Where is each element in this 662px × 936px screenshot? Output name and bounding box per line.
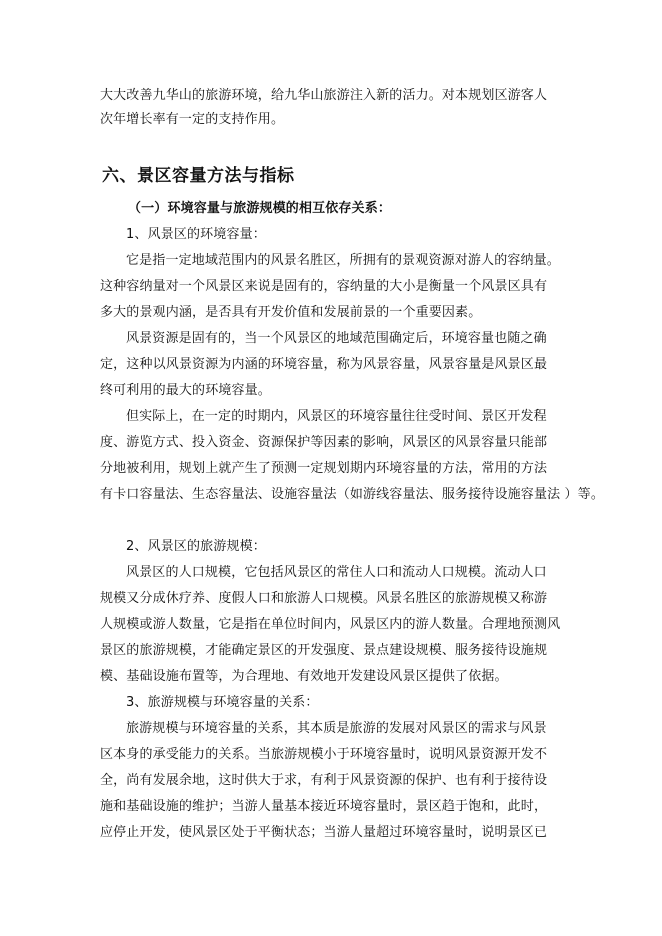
paragraph-line: 有卡口容量法、生态容量法、设施容量法（如游线容量法、服务接待设施容量法 ）等。 — [100, 487, 604, 502]
paragraph-line: 这种容纳量对一个风景区来说是固有的，容纳量的大小是衡量一个风景区具有 — [100, 279, 548, 294]
paragraph-line: 人规模或游人数量，它是指在单位时间内，风景区内的游人数量。合理地预测风 — [100, 617, 561, 632]
paragraph-line: 它是指一定地域范围内的风景名胜区，所拥有的景观资源对游人的容纳量。 — [126, 253, 560, 268]
paragraph-line: 施和基础设施的维护；当游人量基本接近环境容量时，景区趋于饱和，此时， — [100, 799, 548, 814]
paragraph-line: 景区的旅游规模，才能确定景区的开发强度、景点建设规模、服务接待设施规 — [100, 643, 548, 658]
paragraph-line: 应停止开发，使风景区处于平衡状态；当游人量超过环境容量时，说明景区已 — [100, 825, 548, 840]
paragraph-line: 风景区的人口规模，它包括风景区的常住人口和流动人口规模。流动人口 — [126, 565, 547, 580]
section-heading: 六、景区容量方法与指标 — [102, 166, 295, 186]
paragraph-line: 终可利用的最大的环境容量。 — [100, 383, 271, 398]
paragraph-line: 风景资源是固有的，当一个风景区的地域范围确定后，环境容量也随之确 — [126, 331, 547, 346]
paragraph-line: 旅游规模与环境容量的关系，其本质是旅游的发展对风景区的需求与风景 — [126, 721, 547, 736]
paragraph-line: 规模又分成休疗养、度假人口和旅游人口规模。风景名胜区的旅游规模又称游 — [100, 591, 548, 606]
paragraph-line: 大大改善九华山的旅游环境，给九华山旅游注入新的活力。对本规划区游客人 — [100, 88, 548, 103]
paragraph-line: 区本身的承受能力的关系。当旅游规模小于环境容量时，说明风景资源开发不 — [100, 747, 548, 762]
subsection-heading: （一）环境容量与旅游规模的相互依存关系： — [128, 201, 392, 216]
paragraph-line: 次年增长率有一定的支持作用。 — [100, 112, 285, 127]
numbered-heading: 1、风景区的环境容量： — [126, 227, 266, 242]
paragraph-line: 定，这种以风景资源为内涵的环境容量，称为风景容量，风景容量是风景区最 — [100, 357, 548, 372]
paragraph-line: 度、游览方式、投入资金、资源保护等因素的影响，风景区的风景容量只能部 — [100, 435, 548, 450]
numbered-heading: 3、旅游规模与环境容量的关系： — [126, 695, 319, 710]
paragraph-line: 全，尚有发展余地，这时供大于求，有利于风景资源的保护、也有利于接待设 — [100, 773, 548, 788]
paragraph-line: 模、基础设施布置等，为合理地、有效地开发建设风景区提供了依据。 — [100, 669, 508, 684]
numbered-heading: 2、风景区的旅游规模： — [126, 539, 266, 554]
paragraph-line: 但实际上，在一定的时期内，风景区的环境容量往往受时间、景区开发程 — [126, 409, 547, 424]
paragraph-line: 多大的景观内涵，是否具有开发价值和发展前景的一个重要因素。 — [100, 305, 482, 320]
paragraph-line: 分地被利用，规划上就产生了预测一定规划期内环境容量的方法，常用的方法 — [100, 461, 548, 476]
